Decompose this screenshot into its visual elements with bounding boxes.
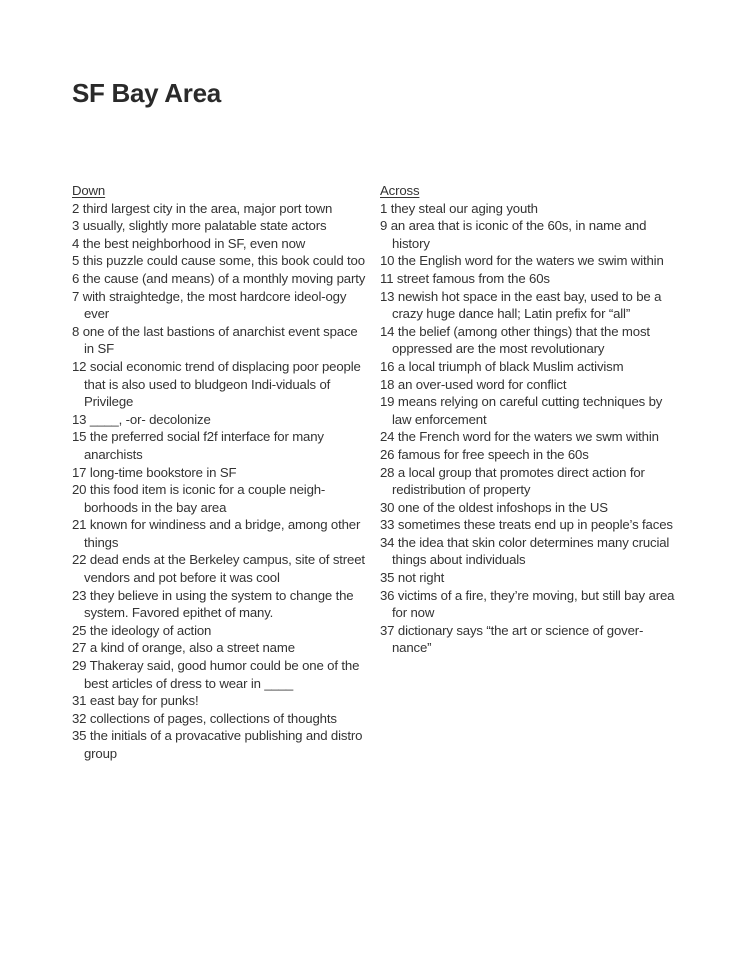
across-clue: 24 the French word for the waters we swm within — [380, 429, 659, 445]
across-clue: 19 means relying on careful cutting techniques by law enforcement — [380, 394, 663, 427]
across-clue: 9 an area that is iconic of the 60s, in name and history — [380, 218, 647, 251]
across-clue: 26 famous for free speech in the 60s — [380, 446, 589, 462]
down-clue: 31 east bay for punks! — [72, 693, 199, 709]
down-clue: 20 this food item is iconic for a couple neigh-borhoods in the bay area — [72, 482, 326, 515]
across-clue: 36 victims of a fire, they’re moving, but still bay area for now — [380, 587, 675, 621]
across-clue: 34 the idea that skin color determines many crucial things about individuals — [380, 534, 670, 568]
across-clue: 18 an over-used word for conflict — [380, 376, 567, 392]
down-clue: 29 Thakeray said, good humor could be one of the best articles of dress to wear in ____ — [72, 658, 360, 691]
across-clue: 33 sometimes these treats end up in people’s faces — [380, 517, 673, 533]
down-clue: 23 they believe in using the system to change the system. Favored epithet of many. — [72, 587, 354, 621]
down-clue: 6 the cause (and means) of a monthly moving party — [72, 270, 366, 286]
across-clue: 14 the belief (among other things) that the most oppressed are the most revolutionary — [380, 323, 650, 357]
down-clue: 25 the ideology of action — [72, 622, 212, 638]
down-clue: 17 long-time bookstore in SF — [72, 464, 237, 480]
down-clue: 4 the best neighborhood in SF, even now — [72, 235, 306, 251]
down-clue: 27 a kind of orange, also a street name — [72, 640, 295, 656]
across-clue: 35 not right — [380, 570, 445, 586]
across-clues-column — [380, 182, 676, 657]
across-clue: 37 dictionary says “the art or science of gover-nance” — [380, 622, 644, 656]
down-clue: 15 the preferred social f2f interface for many anarchists — [72, 429, 324, 462]
down-clue: 13 ____, -or- decolonize — [72, 411, 211, 427]
down-clue: 3 usually, slightly more palatable state actors — [72, 218, 327, 234]
across-heading: Across — [380, 183, 420, 198]
down-clues-column — [72, 182, 368, 763]
down-clue: 12 social economic trend of displacing poor people that is also used to bludgeon Indi-viduals of Privilege — [72, 358, 361, 410]
across-clue: 11 street famous from the 60s — [380, 270, 550, 286]
across-clue: 16 a local triumph of black Muslim activism — [380, 358, 624, 374]
across-clue: 13 newish hot space in the east bay, used to be a crazy huge dance hall; Latin prefix for “all” — [380, 288, 662, 322]
across-clue-list — [380, 200, 676, 657]
down-clue: 7 with straightedge, the most hardcore ideol-ogy ever — [72, 288, 347, 322]
page-title: SF Bay Area — [72, 78, 221, 108]
down-clue: 22 dead ends at the Berkeley campus, site of street vendors and pot before it was cool — [72, 552, 365, 586]
down-clue: 8 one of the last bastions of anarchist event space in SF — [72, 323, 358, 357]
down-clue: 32 collections of pages, collections of thoughts — [72, 710, 337, 726]
down-clue: 21 known for windiness and a bridge, among other things — [72, 517, 361, 550]
down-clue: 35 the initials of a provacative publishing and distro group — [72, 728, 363, 761]
down-clue: 5 this puzzle could cause some, this book could too — [72, 253, 365, 269]
down-clue: 2 third largest city in the area, major port town — [72, 200, 333, 216]
across-clue: 28 a local group that promotes direct action for redistribution of property — [380, 464, 645, 498]
across-clue: 1 they steal our aging youth — [380, 200, 538, 216]
across-clue: 30 one of the oldest infoshops in the US — [380, 499, 608, 515]
down-heading: Down — [72, 183, 106, 198]
down-clue-list — [72, 200, 368, 763]
across-clue: 10 the English word for the waters we swim within — [380, 253, 664, 269]
